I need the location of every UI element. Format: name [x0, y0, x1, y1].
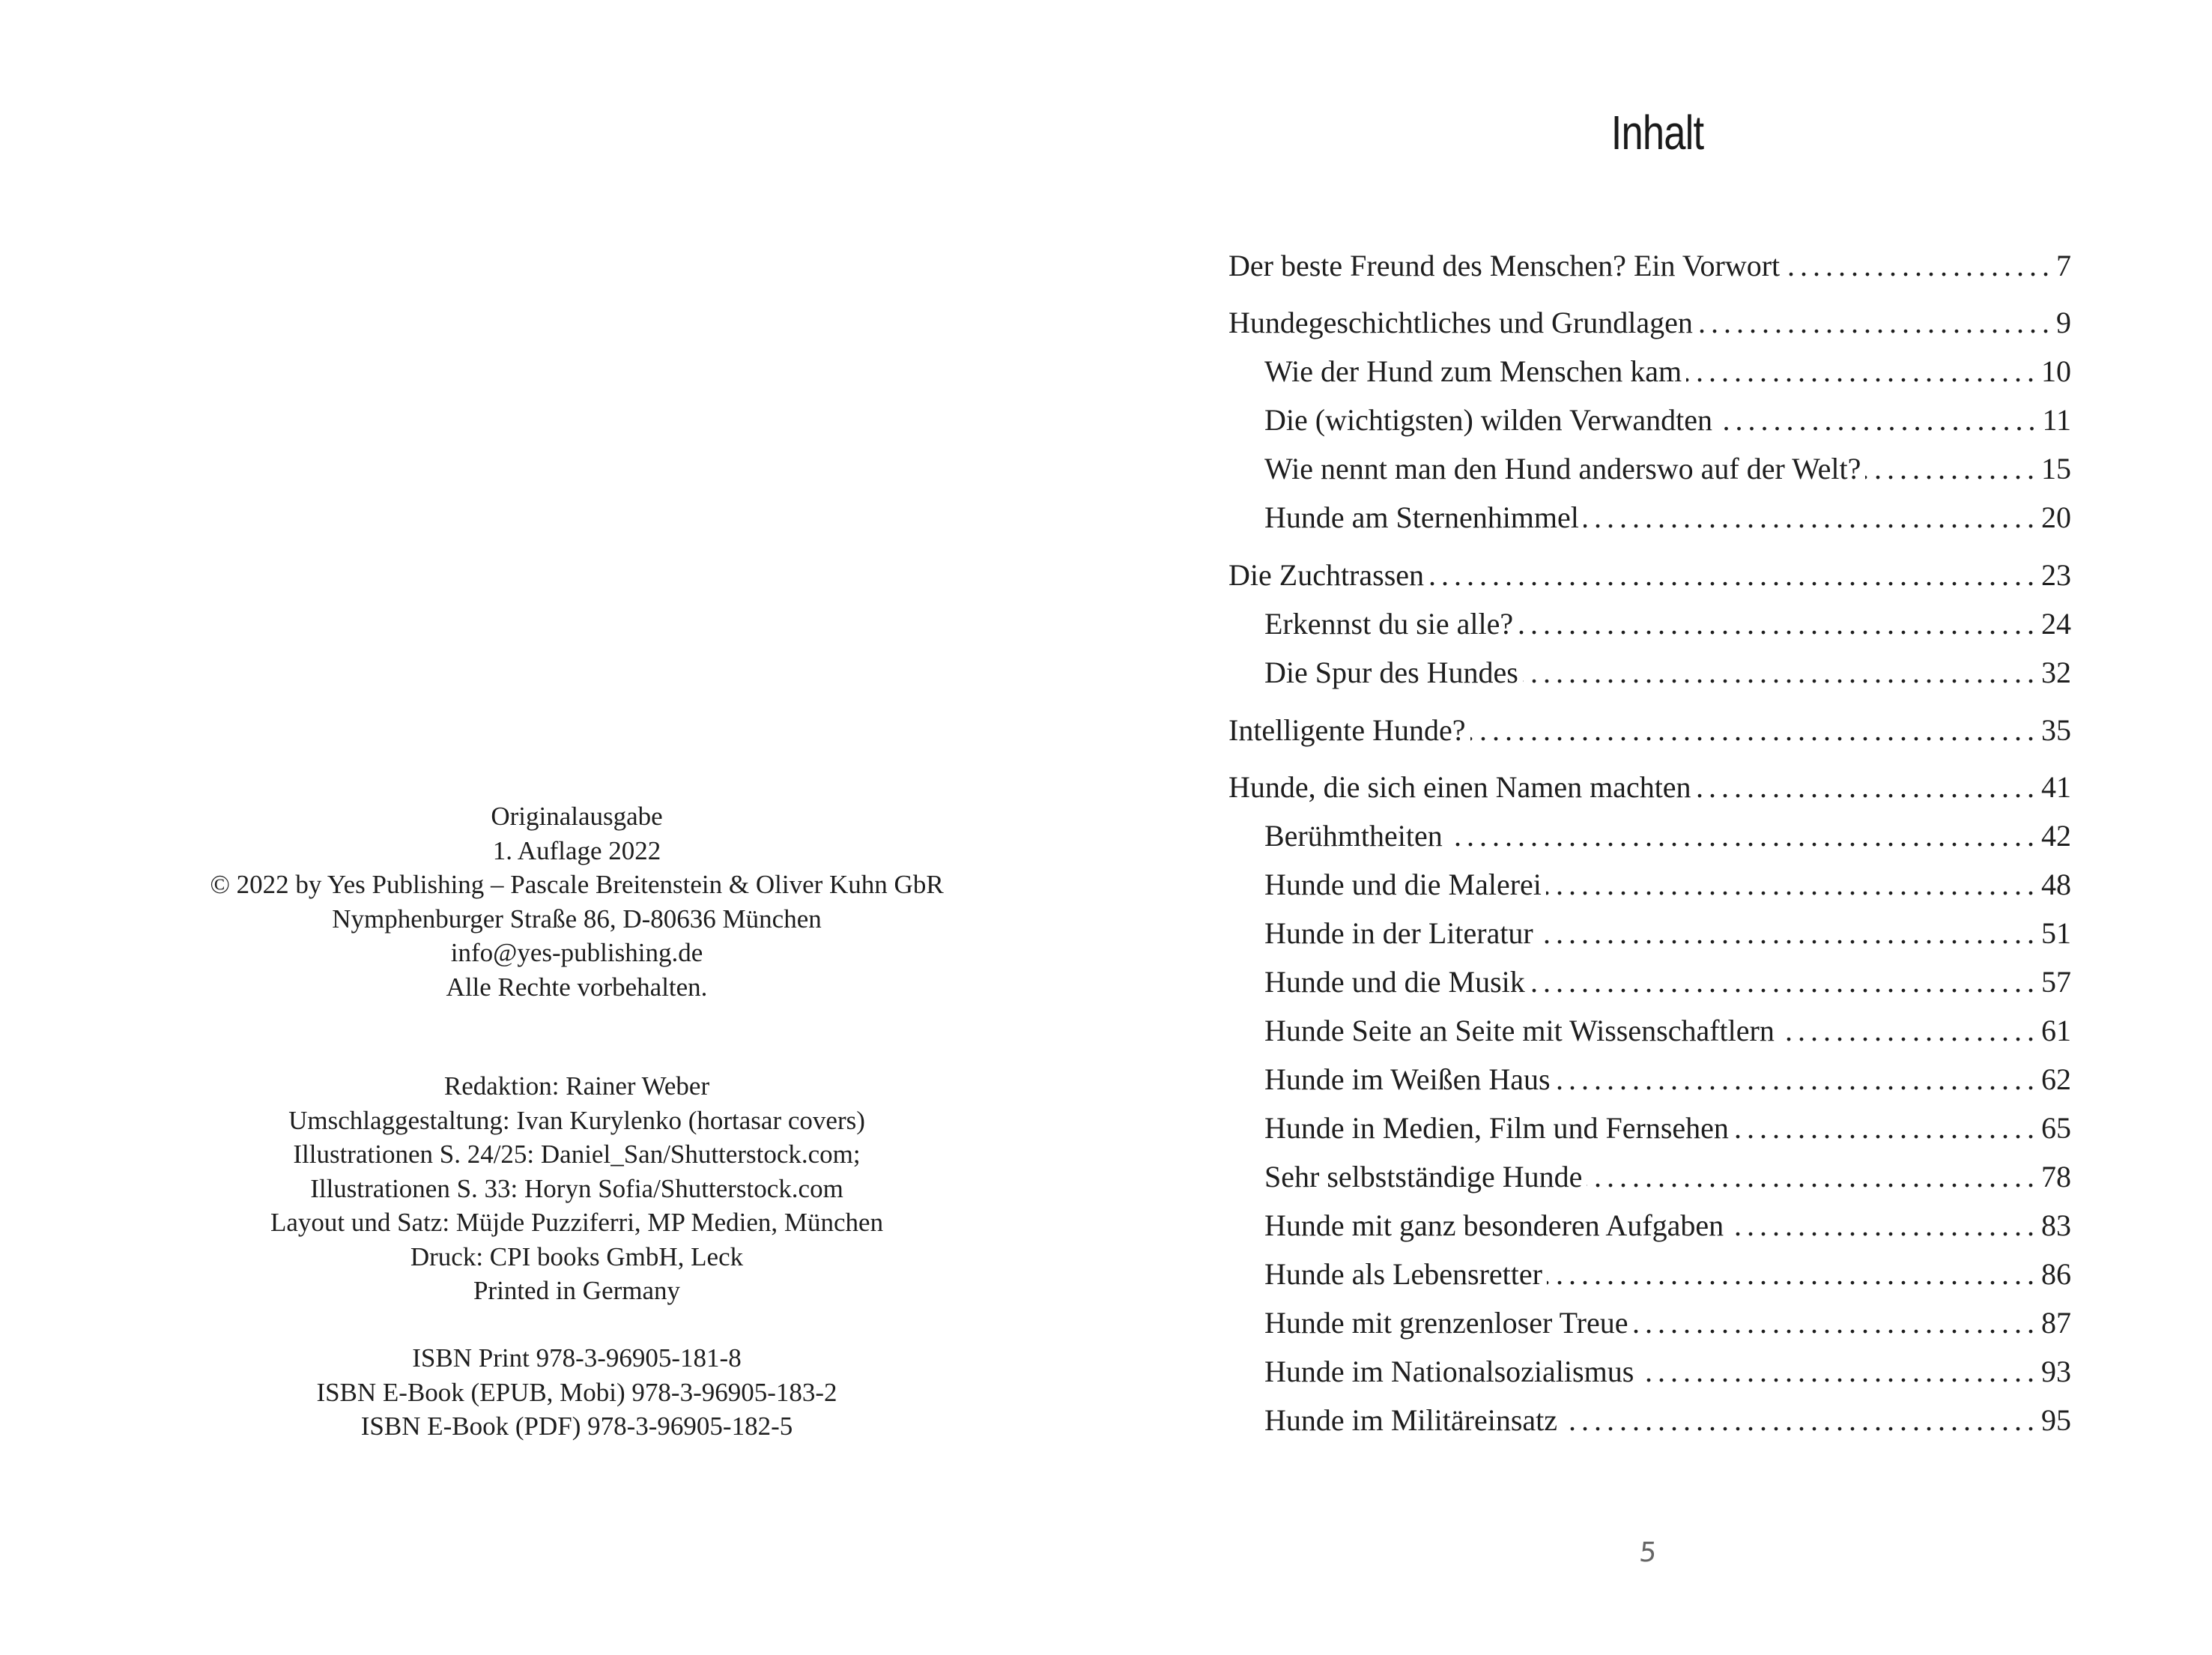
toc-entry-page: 41 [2041, 770, 2071, 804]
toc-entry-chapter[interactable] [1228, 712, 2071, 749]
toc-entry-label: Intelligente Hunde? [1228, 713, 1466, 747]
toc-entry-label: Hunde am Sternenhimmel [1264, 500, 1579, 534]
toc-leader-dots [1728, 1207, 2040, 1244]
toc-leader-dots [1538, 915, 2040, 952]
toc-leader-dots [1733, 1110, 2040, 1147]
toc-leader-dots [1562, 1402, 2040, 1439]
toc-entry-label: Hunde in der Literatur [1264, 916, 1533, 950]
imprint-line: 1. Auflage 2022 [492, 835, 661, 865]
toc-entry-page: 57 [2041, 965, 2071, 999]
toc-leader-dots [1632, 1304, 2040, 1342]
toc-entry-label: Wie der Hund zum Menschen kam [1264, 354, 1682, 388]
toc-leader-dots [1584, 499, 2040, 536]
toc-entry-section[interactable] [1264, 1110, 2071, 1147]
toc-entry-page: 11 [2042, 403, 2071, 437]
toc-entry-section[interactable] [1264, 963, 2071, 1001]
toc-entry-label: Hunde im Weißen Haus [1264, 1062, 1551, 1096]
toc-entry-section[interactable] [1264, 817, 2071, 855]
toc-entry-page: 83 [2041, 1208, 2071, 1242]
toc-entry-label: Berühmtheiten [1264, 819, 1443, 853]
toc-leader-dots [1470, 712, 2040, 749]
toc-leader-dots [1779, 1012, 2040, 1050]
imprint-line: Redaktion: Rainer Weber [443, 1071, 710, 1101]
toc-entry-label: Hunde Seite an Seite mit Wissenschaftlern [1264, 1014, 1775, 1047]
toc-entry-page: 23 [2041, 558, 2071, 592]
toc-entry-label: Hunde in Medien, Film und Fernsehen [1264, 1111, 1729, 1145]
imprint-line: info@yes-publishing.de [450, 938, 703, 967]
toc-entry-page: 10 [2041, 354, 2071, 388]
toc-leader-dots [1523, 654, 2040, 692]
toc-entry-page: 62 [2041, 1062, 2071, 1096]
toc-entry-label: Hunde mit grenzenloser Treue [1264, 1306, 1628, 1340]
toc-entry-page: 48 [2041, 868, 2071, 901]
imprint-line: Originalausgabe [491, 802, 663, 831]
toc-entry-section[interactable] [1264, 1012, 2071, 1050]
toc-entry-label: Die Spur des Hundes [1264, 656, 1518, 689]
toc-entry-label: Hunde als Lebensretter [1264, 1257, 1542, 1291]
toc-leader-dots [1638, 1353, 2040, 1391]
toc-entry-label: Hunde mit ganz besonderen Aufgaben [1264, 1208, 1724, 1242]
toc-title: Inhalt [1610, 106, 1704, 160]
toc-leader-dots [1447, 817, 2040, 855]
toc-entry-section[interactable] [1264, 1158, 2071, 1196]
toc-entry-section[interactable] [1264, 499, 2071, 536]
toc-entry-page: 32 [2041, 656, 2071, 689]
toc-leader-dots [1555, 1061, 2040, 1098]
toc-entry-label: Erkennst du sie alle? [1264, 607, 1514, 641]
toc-entry-label: Der beste Freund des Menschen? Ein Vorwort [1228, 249, 1781, 282]
toc-entry-label: Wie nennt man den Hund anderswo auf der Welt? [1264, 452, 1861, 485]
imprint-line: Layout und Satz: Müjde Puzziferri, MP Medien, München [270, 1208, 884, 1237]
imprint-line: Alle Rechte vorbehalten. [446, 972, 708, 1002]
imprint-line: Umschlaggestaltung: Ivan Kurylenko (hortasar covers) [288, 1105, 865, 1135]
toc-entry-section[interactable] [1264, 1353, 2071, 1391]
toc-entry-page: 78 [2041, 1160, 2071, 1193]
toc-leader-dots [1587, 1158, 2040, 1196]
toc-entry-page: 87 [2041, 1306, 2071, 1340]
toc-entry-chapter[interactable] [1228, 247, 2071, 285]
toc-entry-section[interactable] [1264, 1061, 2071, 1098]
isbn-line: ISBN Print 978-3-96905-181-8 [412, 1343, 742, 1373]
toc-entry-label: Hunde im Nationalsozialismus [1264, 1355, 1634, 1388]
isbn-line: ISBN E-Book (EPUB, Mobi) 978-3-96905-183-2 [316, 1377, 837, 1407]
toc-entry-label: Hunde und die Malerei [1264, 868, 1542, 901]
toc-entry-section[interactable] [1264, 1304, 2071, 1342]
toc-entry-section[interactable] [1264, 605, 2071, 643]
toc-leader-dots [1697, 304, 2055, 342]
toc-entry-page: 15 [2041, 452, 2071, 485]
toc-entry-label: Die Zuchtrassen [1228, 558, 1425, 592]
toc-entry-page: 9 [2056, 306, 2071, 339]
toc-entry-section[interactable] [1264, 353, 2071, 390]
imprint-line: © 2022 by Yes Publishing – Pascale Breitenstein & Oliver Kuhn GbR [210, 870, 944, 899]
toc-leader-dots [1518, 605, 2040, 643]
toc-entry-page: 95 [2041, 1403, 2071, 1437]
toc-entry-label: Hunde und die Musik [1264, 965, 1525, 999]
toc-entry-page: 35 [2041, 713, 2071, 747]
toc-entry-page: 86 [2041, 1257, 2071, 1291]
toc-leader-dots [1717, 402, 2040, 439]
imprint-line: Illustrationen S. 24/25: Daniel_San/Shutterstock.com; [293, 1140, 861, 1169]
toc-entry-page: 93 [2041, 1355, 2071, 1388]
toc-leader-dots [1784, 247, 2055, 285]
toc-entry-chapter[interactable] [1228, 769, 2071, 806]
toc-leader-dots [1686, 353, 2040, 390]
toc-entry-label: Hunde, die sich einen Namen machten [1228, 770, 1691, 804]
toc-entry-page: 65 [2041, 1111, 2071, 1145]
toc-entry-page: 51 [2041, 916, 2071, 950]
imprint-publisher-block [0, 799, 1154, 1004]
toc-entry-chapter[interactable] [1228, 557, 2071, 594]
imprint-credits-block [0, 1069, 1154, 1308]
page-number: 5 [1637, 1537, 1658, 1568]
toc-leader-dots [1696, 769, 2040, 806]
toc-entry-section[interactable] [1264, 1256, 2071, 1293]
toc-entry-section[interactable] [1264, 654, 2071, 692]
toc-leader-dots [1547, 1256, 2040, 1293]
toc-entry-page: 24 [2041, 607, 2071, 641]
toc-entry-section[interactable] [1264, 915, 2071, 952]
isbn-line: ISBN E-Book (PDF) 978-3-96905-182-5 [360, 1412, 793, 1441]
toc-leader-dots [1428, 557, 2040, 594]
toc-leader-dots [1530, 963, 2040, 1001]
toc-entry-page: 61 [2041, 1014, 2071, 1047]
toc-entry-label: Sehr selbstständige Hunde [1264, 1160, 1583, 1193]
toc-entry-page: 42 [2041, 819, 2071, 853]
toc-leader-dots [1865, 450, 2040, 488]
toc-entry-section[interactable] [1264, 866, 2071, 904]
toc-entry-page: 20 [2041, 500, 2071, 534]
imprint-isbn-block [0, 1341, 1154, 1444]
toc-entry-section[interactable] [1264, 1207, 2071, 1244]
toc-entry-label: Hunde im Militäreinsatz [1264, 1403, 1558, 1437]
toc-entry-chapter[interactable] [1228, 304, 2071, 342]
imprint-line: Nymphenburger Straße 86, D-80636 München [332, 904, 822, 934]
imprint-line: Printed in Germany [473, 1276, 681, 1305]
imprint-line: Druck: CPI books GmbH, Leck [410, 1241, 744, 1271]
toc-entry-section[interactable] [1264, 402, 2071, 439]
toc-entry-page: 7 [2056, 249, 2071, 282]
toc-leader-dots [1546, 866, 2040, 904]
toc-entry-label: Die (wichtigsten) wilden Verwandten [1264, 403, 1712, 437]
toc-entry-section[interactable] [1264, 1402, 2071, 1439]
toc-entry-section[interactable] [1264, 450, 2071, 488]
imprint-line: Illustrationen S. 33: Horyn Sofia/Shutterstock.com [310, 1173, 843, 1203]
toc-entry-label: Hundegeschichtliches und Grundlagen [1228, 306, 1693, 339]
